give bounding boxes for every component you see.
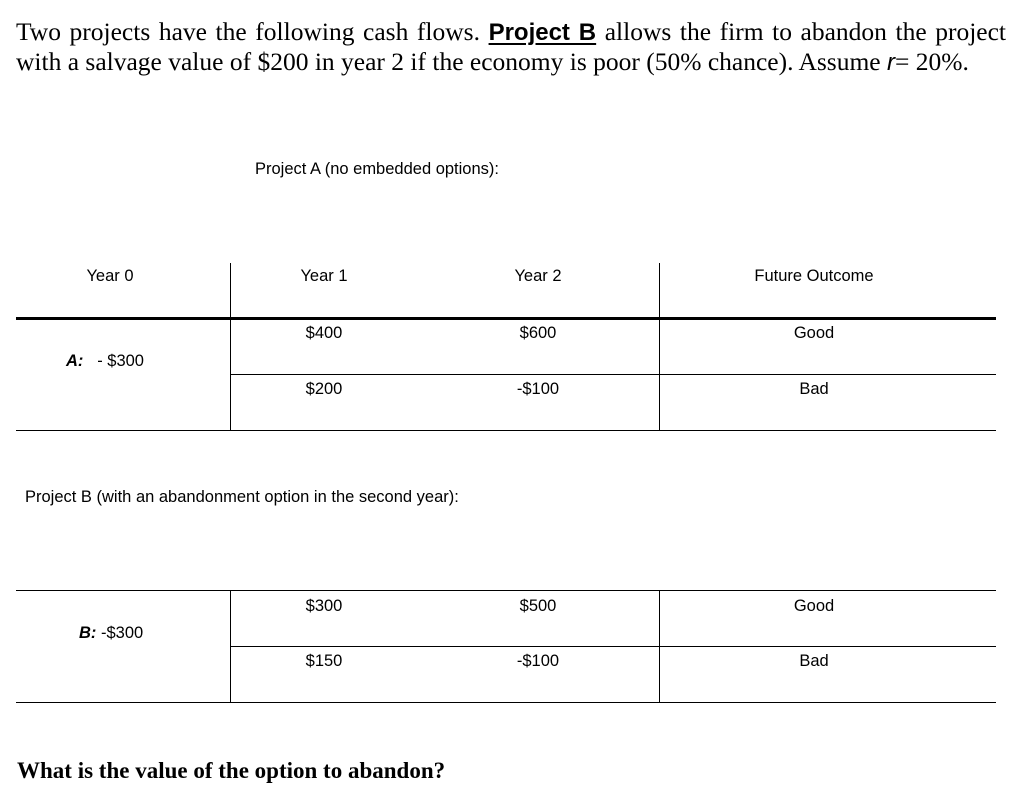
- table-a-row-2-year1: $200: [305, 380, 343, 398]
- problem-statement-line-1: [16, 17, 1006, 47]
- project-a-label: A:: [66, 352, 84, 370]
- project-b-label: B:: [79, 624, 97, 642]
- table-b-row-divider: [230, 646, 996, 647]
- project-b-reference: Project B: [488, 19, 597, 46]
- table-b-row-1-year1: $300: [305, 597, 343, 615]
- table-a-row-1-year1: $400: [305, 324, 343, 342]
- problem-statement: [16, 17, 1006, 77]
- header-year-0: Year 0: [86, 267, 134, 285]
- table-a-divider-right: [659, 263, 660, 431]
- project-b-initial-cashflow: [79, 624, 143, 643]
- table-b-row-1-outcome: Good: [793, 597, 835, 615]
- header-year-2: Year 2: [514, 267, 562, 285]
- rate-variable: r: [887, 49, 895, 76]
- header-year-1: Year 1: [300, 267, 348, 285]
- table-b-row-2-outcome: Bad: [799, 652, 829, 670]
- project-b-year0-value: -$300: [101, 624, 144, 642]
- table-b-top-rule: [16, 590, 996, 591]
- table-a-row-2-year2: -$100: [516, 380, 560, 398]
- intro-text: with a salvage value of $200 in year 2 if the economy is poor (50% chance). Assume: [16, 47, 881, 76]
- table-a-row-2-outcome: Bad: [799, 380, 829, 398]
- table-a-row-1-year2: $600: [519, 324, 557, 342]
- table-a-header-rule: [16, 317, 996, 320]
- intro-text: = 20%.: [895, 47, 969, 76]
- question-prompt: What is the value of the option to abandon?: [17, 758, 446, 783]
- table-a-bottom-rule: [16, 430, 996, 431]
- intro-text: Two projects have the following cash flows.: [16, 17, 480, 46]
- header-future-outcome: Future Outcome: [754, 267, 874, 285]
- table-b-row-1-year2: $500: [519, 597, 557, 615]
- project-a-year0-value: - $300: [97, 352, 144, 370]
- project-a-initial-cashflow: [66, 352, 144, 371]
- table-b-bottom-rule: [16, 702, 996, 703]
- table-b-row-2-year1: $150: [305, 652, 343, 670]
- project-a-title: Project A (no embedded options):: [255, 160, 499, 178]
- intro-text: allows the firm to abandon the project: [604, 17, 1007, 46]
- table-b-row-2-year2: -$100: [516, 652, 560, 670]
- table-a-row-divider: [230, 374, 996, 375]
- project-b-title: Project B (with an abandonment option in the second year):: [25, 488, 459, 506]
- problem-statement-line-2: [16, 47, 1006, 77]
- table-a-row-1-outcome: Good: [793, 324, 835, 342]
- table-a-divider-left: [230, 263, 231, 431]
